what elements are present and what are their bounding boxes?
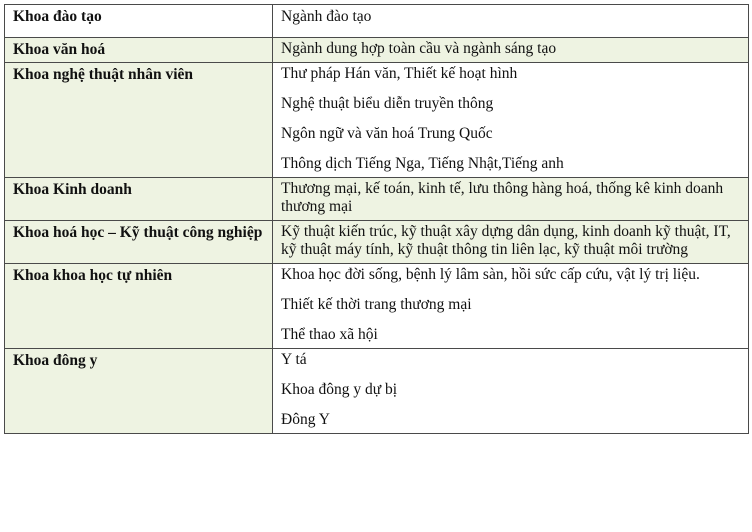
major-item: Nghệ thuật biểu diễn truyền thông xyxy=(281,95,494,112)
header-faculty: Khoa đào tạo xyxy=(5,5,273,38)
table-row xyxy=(5,178,749,221)
faculty-cell: Khoa hoá học – Kỹ thuật công nghiệp xyxy=(5,221,273,264)
major-item: Đông Y xyxy=(281,411,330,428)
faculty-cell: Khoa văn hoá xyxy=(5,38,273,63)
major-item: Thể thao xã hội xyxy=(281,326,378,343)
faculty-cell: Khoa khoa học tự nhiên xyxy=(5,264,273,349)
major-item: Y tá xyxy=(281,351,307,368)
major-item: Khoa học đời sống, bệnh lý lâm sàn, hồi sức cấp cứu, vật lý trị liệu. xyxy=(281,266,700,283)
majors-cell xyxy=(273,38,749,63)
table-row xyxy=(5,63,749,178)
table-row xyxy=(5,221,749,264)
major-item: Khoa đông y dự bị xyxy=(281,381,398,398)
major-item: Ngành dung hợp toàn cầu và ngành sáng tạo xyxy=(281,40,557,57)
table-header-row xyxy=(5,5,749,38)
major-item: Thông dịch Tiếng Nga, Tiếng Nhật,Tiếng anh xyxy=(281,155,564,172)
table-body xyxy=(5,38,749,434)
table-row xyxy=(5,264,749,349)
faculty-cell: Khoa đông y xyxy=(5,349,273,434)
faculty-cell: Khoa Kinh doanh xyxy=(5,178,273,221)
major-item: Thư pháp Hán văn, Thiết kế hoạt hình xyxy=(281,65,518,82)
table-row xyxy=(5,349,749,434)
major-item: Kỹ thuật kiến trúc, kỹ thuật xây dựng dân dụng, kinh doanh kỹ thuật, IT, kỹ thuật máy tính, kỹ thuật thông tin liên lạc, kỹ thuật môi trường xyxy=(281,223,731,258)
majors-cell xyxy=(273,221,749,264)
major-item: Ngôn ngữ và văn hoá Trung Quốc xyxy=(281,125,493,142)
majors-cell xyxy=(273,264,749,349)
majors-cell xyxy=(273,178,749,221)
programs-table xyxy=(4,4,749,434)
majors-cell xyxy=(273,349,749,434)
faculty-cell: Khoa nghệ thuật nhân viên xyxy=(5,63,273,178)
major-item: Thiết kế thời trang thương mại xyxy=(281,296,472,313)
header-major: Ngành đào tạo xyxy=(273,5,749,38)
majors-cell xyxy=(273,63,749,178)
table-row xyxy=(5,38,749,63)
major-item: Thương mại, kế toán, kinh tế, lưu thông hàng hoá, thống kê kinh doanh thương mại xyxy=(281,180,724,215)
